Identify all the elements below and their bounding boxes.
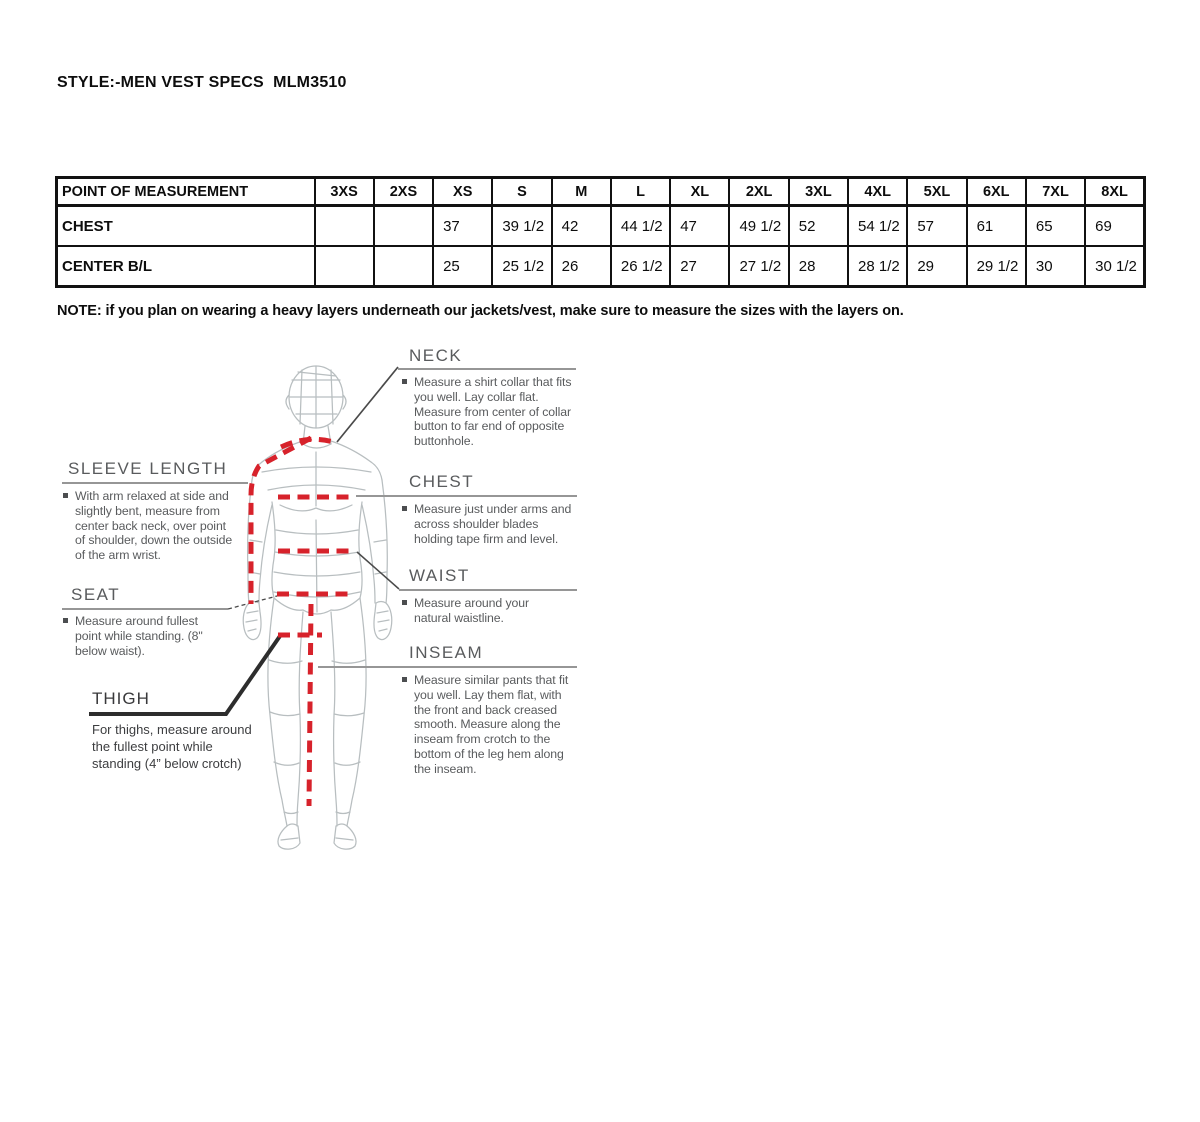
section-desc-seat: Measure around fullest point while standing. (8" below waist). [63,614,221,658]
spec-value-cell: 61 [967,206,1026,247]
col-header-4xl: 4XL [848,178,907,206]
inseam-measure-line [309,604,311,806]
col-header-3xs: 3XS [315,178,374,206]
col-header-5xl: 5XL [907,178,966,206]
col-header-xl: XL [670,178,729,206]
spec-value-cell: 25 [433,246,492,287]
bullet-icon [402,600,407,605]
section-desc-waist: Measure around your natural waistline. [402,596,552,626]
spec-value-cell: 30 1/2 [1085,246,1144,287]
col-header-2xl: 2XL [729,178,788,206]
spec-value-cell: 28 1/2 [848,246,907,287]
spec-value-cell: 29 1/2 [967,246,1026,287]
spec-value-cell: 49 1/2 [729,206,788,247]
section-desc-thigh: For thighs, measure around the fullest point while standing (4” below crotch) [92,722,252,771]
spec-value-cell: 57 [907,206,966,247]
col-header-xs: XS [433,178,492,206]
section-title-thigh: THIGH [92,689,150,708]
spec-value-cell: 44 1/2 [611,206,670,247]
spec-value-cell: 27 [670,246,729,287]
spec-value-cell: 30 [1026,246,1085,287]
col-header-s: S [492,178,551,206]
section-title-inseam: INSEAM [409,643,484,662]
spec-value-cell: 47 [670,206,729,247]
row-label: CENTER B/L [57,246,315,287]
spec-value-cell: 65 [1026,206,1085,247]
section-desc-sleeve-length: With arm relaxed at side and slightly bent, measure from center back neck, over point of shoulder, down the outside of the arm wrist. [63,489,235,563]
col-header-2xs: 2XS [374,178,433,206]
section-title-neck: NECK [409,346,463,365]
spec-value-cell: 28 [789,246,848,287]
section-desc-neck: Measure a shirt collar that fits you well. Lay collar flat. Measure from center of collar button to far end of opposite buttonhole. [402,375,572,449]
bullet-icon [63,493,68,498]
bullet-icon [63,618,68,623]
waist-leader-line [357,552,399,589]
section-title-waist: WAIST [409,566,470,585]
section-title-chest: CHEST [409,472,475,491]
spec-value-cell: 52 [789,206,848,247]
bullet-icon [402,677,407,682]
section-title-seat: SEAT [71,585,121,604]
col-header-l: L [611,178,670,206]
section-desc-inseam: Measure similar pants that fit you well. Lay them flat, with the front and back creased smooth. Measure along the inseam from crotch to the bottom of the leg hem along the inseam. [402,673,574,777]
col-header-point-of-measurement: POINT OF MEASUREMENT [57,178,315,206]
spec-value-cell: 25 1/2 [492,246,551,287]
spec-value-cell: 39 1/2 [492,206,551,247]
bullet-icon [402,379,407,384]
spec-value-cell: 69 [1085,206,1144,247]
section-desc-chest: Measure just under arms and across shoulder blades holding tape firm and level. [402,502,578,546]
col-header-7xl: 7XL [1026,178,1085,206]
bullet-icon [402,506,407,511]
col-header-m: M [552,178,611,206]
page-title: STYLE:-MEN VEST SPECS MLM3510 [57,74,347,91]
spec-value-cell: 42 [552,206,611,247]
col-header-3xl: 3XL [789,178,848,206]
row-label: CHEST [57,206,315,247]
measurement-lines [251,438,356,806]
section-title-sleeve-length: SLEEVE LENGTH [68,459,228,478]
spec-value-cell: 37 [433,206,492,247]
spec-value-cell: 54 1/2 [848,206,907,247]
wireframe-mannequin [243,366,392,849]
spec-value-cell: 27 1/2 [729,246,788,287]
spec-value-cell: 26 1/2 [611,246,670,287]
col-header-8xl: 8XL [1085,178,1144,206]
note-text: NOTE: if you plan on wearing a heavy layers underneath our jackets/vest, make sure to measure the sizes with the layers on. [57,303,904,319]
col-header-6xl: 6XL [967,178,1026,206]
spec-value-cell: 26 [552,246,611,287]
spec-value-cell: 29 [907,246,966,287]
